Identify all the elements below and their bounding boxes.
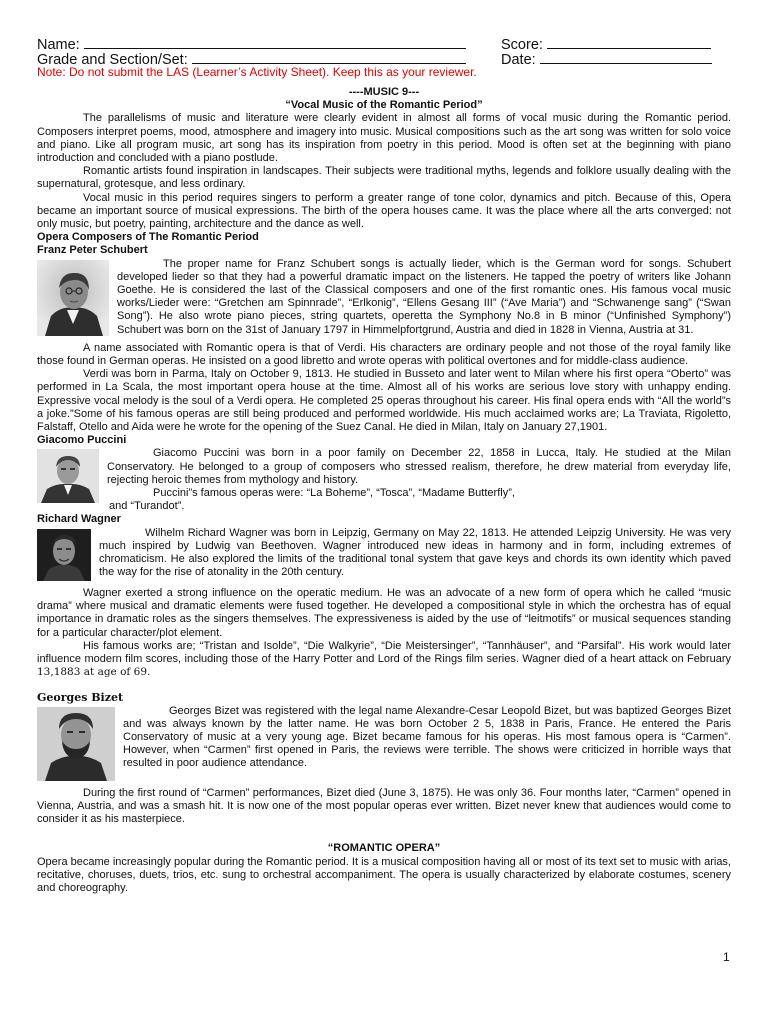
- puccini-paragraph-3: and “Turandot”.: [109, 500, 185, 513]
- date-field[interactable]: [501, 50, 712, 68]
- wagner-paragraph-2: Wagner exerted a strong influence on the operatic medium. He was an advocate of a new form of opera which he called “music drama” where musical and dramatic elements were fused together. He developed a compositional style in which the orchestra has of equal importance in dramatic roles as the singers themselves. The expressiveness is aided by the use of “leitmotifs” or musical sequences standing for a particular character/plot element.: [37, 586, 731, 639]
- verdi-paragraph-1: A name associated with Romantic opera is that of Verdi. His characters are ordinary people and not those of the royal family like those found in German operas. He insisted on a good libretto and wrote operas with political overtones and for middle-class audience.: [37, 341, 731, 368]
- romantic-opera-heading: “ROMANTIC OPERA”: [327, 842, 441, 855]
- intro-paragraph-3: Vocal music in this period requires singers to perform a greater range of tone color, dynamics and pitch. Because of this, Opera became an important source of musical expressions. The birth of the opera houses came. It was the place where all the arts converged: not only music, but poetry, painting, architecture and the dance as well.: [37, 191, 731, 231]
- bizet-heading: Georges Bizet: [37, 691, 124, 705]
- grade-section-blank[interactable]: [192, 50, 466, 64]
- bizet-portrait: [37, 707, 115, 785]
- schubert-portrait: [37, 260, 109, 340]
- date-label: Date:: [501, 52, 536, 68]
- bizet-paragraph-1: Georges Bizet was registered with the legal name Alexandre-Cesar Leopold Bizet, but was baptized Georges Bizet and was always known by the latter name. He was born October 2 5, 1838 in Paris, France. He entered the Paris Conservatory of music at a very young age. Bizet became famous for his operas. His most famous opera is “Carmen”. However, when “Carmen” first opened in Paris, the reviews were terrible. The shows were criticized in horrible ways that resulted in poor audience attendance.: [123, 704, 731, 770]
- verdi-paragraph-2: Verdi was born in Parma, Italy on October 9, 1813. He studied in Busseto and later went to Milan where his first opera “Oberto” was performed in La Scala, the most important opera house at the time. Almost all of his works are serious love story with unhappy ending. Expressive vocal melody is the soul of a Verdi opera. He completed 25 operas throughout his career. His final opera ends with “All the world”s a joke.”Some of his famous operas are still being produced and performed worldwide. His much acclaimed works are; La Traviata, Rigoletto, Falstaff, Otello and Aida were he wrote for the opening of the Suez Canal. He died in Milan, Italy on January 27,1901.: [37, 368, 731, 434]
- reviewer-note: Note: Do not submit the LAS (Learner’s Activity Sheet). Keep this as your reviewer.: [37, 65, 477, 79]
- page-number: 1: [723, 950, 730, 964]
- puccini-paragraph-1: Giacomo Puccini was born in a poor family on December 22, 1858 in Lucca, Italy. He studied at the Milan Conservatory. He belonged to a group of composers who stressed realism, therefore, he drew material from everyday life, rejecting heroic themes from mythology and history.: [107, 447, 731, 486]
- date-blank[interactable]: [540, 50, 712, 64]
- wagner-death-date: 13,1883 at age of 69.: [37, 666, 151, 679]
- puccini-portrait: [37, 449, 99, 507]
- schubert-paragraph: The proper name for Franz Schubert songs is actually lieder, which is the German word for songs. Schubert developed lieder so that they had a powerful dramatic impact on the listeners. He tapped the poetry of writers like Johann Goethe. He is considered the last of the Classical composers and one of the first romantic ones. His famous vocal music works/Lieder were: “Gretchen am Spinnrade”, “Erlkonig”, “Ellens Gesang III” (“Ave Maria”) and “Schwanenge sang” (“Swan Song”). He also wrote piano pieces, string quartets, operetta the Symphony No.8 in B minor (“Unfinished Symphony”) Schubert was born on the 31st of January 1797 in Himmelpfortgrund, Austria and died in 1828 in Vienna, Austria at 31.: [117, 257, 731, 336]
- intro-paragraph-1: The parallelisms of music and literature were clearly evident in almost all forms of vocal music during the Romantic period. Composers interpret poems, mood, atmosphere and imagery into music. Musical compositions such as the art song was written for solo voice and piano. Like all program music, art song has its inspiration from poetry in this period. Mood is often set at the beginning with piano introduction and concluded with a piano postlude.: [37, 112, 731, 165]
- document-body: [37, 86, 731, 895]
- bizet-paragraph-2: During the first round of “Carmen” performances, Bizet died (June 3, 1875). He was only 36. Four months later, “Carmen” opened in Vienna, Austria, and was a smash hit. It is now one of the most popular operas ever written. Bizet never knew that audiences would come to consider it as his masterpiece.: [37, 786, 731, 826]
- document-title: “Vocal Music of the Romantic Period”: [285, 99, 483, 112]
- name-blank[interactable]: [84, 35, 466, 49]
- schubert-heading: Franz Peter Schubert: [37, 244, 148, 257]
- intro-paragraph-2: Romantic artists found inspiration in landscapes. Their subjects were traditional myths, legends and folklore usually dealing with the supernatural, grotesque, and less ordinary.: [37, 165, 731, 191]
- score-blank[interactable]: [547, 35, 711, 49]
- wagner-portrait: [37, 529, 91, 585]
- grade-section-label: Grade and Section/Set:: [37, 52, 188, 68]
- score-label: Score:: [501, 37, 543, 53]
- puccini-paragraph-2: Puccini”s famous operas were: “La Boheme”, “Tosca”, “Madame Butterfly”,: [153, 487, 515, 500]
- name-label: Name:: [37, 37, 80, 53]
- romantic-opera-paragraph: Opera became increasingly popular during the Romantic period. It is a musical composition having all or most of its text set to music with arias, recitative, choruses, duets, trios, etc. sung to orchestral accompaniment. The opera is usually characterized by elaborate costumes, scenery and choreography.: [37, 855, 731, 894]
- wagner-paragraph-3: [37, 640, 731, 680]
- wagner-paragraph-3-text: His famous works are; “Tristan and Isolde”, “Die Walkyrie”, “Die Meistersinger”, “Tannhäuser”, and “Parsifal”. His work would later influence modern film scores, including those of the Harry Potter and Lord of the Rings film series. Wagner died of a heart attack on February: [37, 639, 731, 665]
- section-heading: Opera Composers of The Romantic Period: [37, 231, 259, 244]
- subject-line: ----MUSIC 9---: [348, 86, 420, 98]
- wagner-paragraph-1: Wilhelm Richard Wagner was born in Leipzig, Germany on May 22, 1813. He attended Leipzig University. He was very much inspired by Ludwig van Beethoven. Wagner introduced new ideas in harmony and in form, including extremes of chromaticism. He also explored the limits of the traditional tonal system that gave keys and chords its own identity which paved the way for the rise of atonality in the 20th century.: [99, 526, 731, 579]
- puccini-heading: Giacomo Puccini: [37, 434, 127, 447]
- wagner-heading: Richard Wagner: [37, 513, 121, 526]
